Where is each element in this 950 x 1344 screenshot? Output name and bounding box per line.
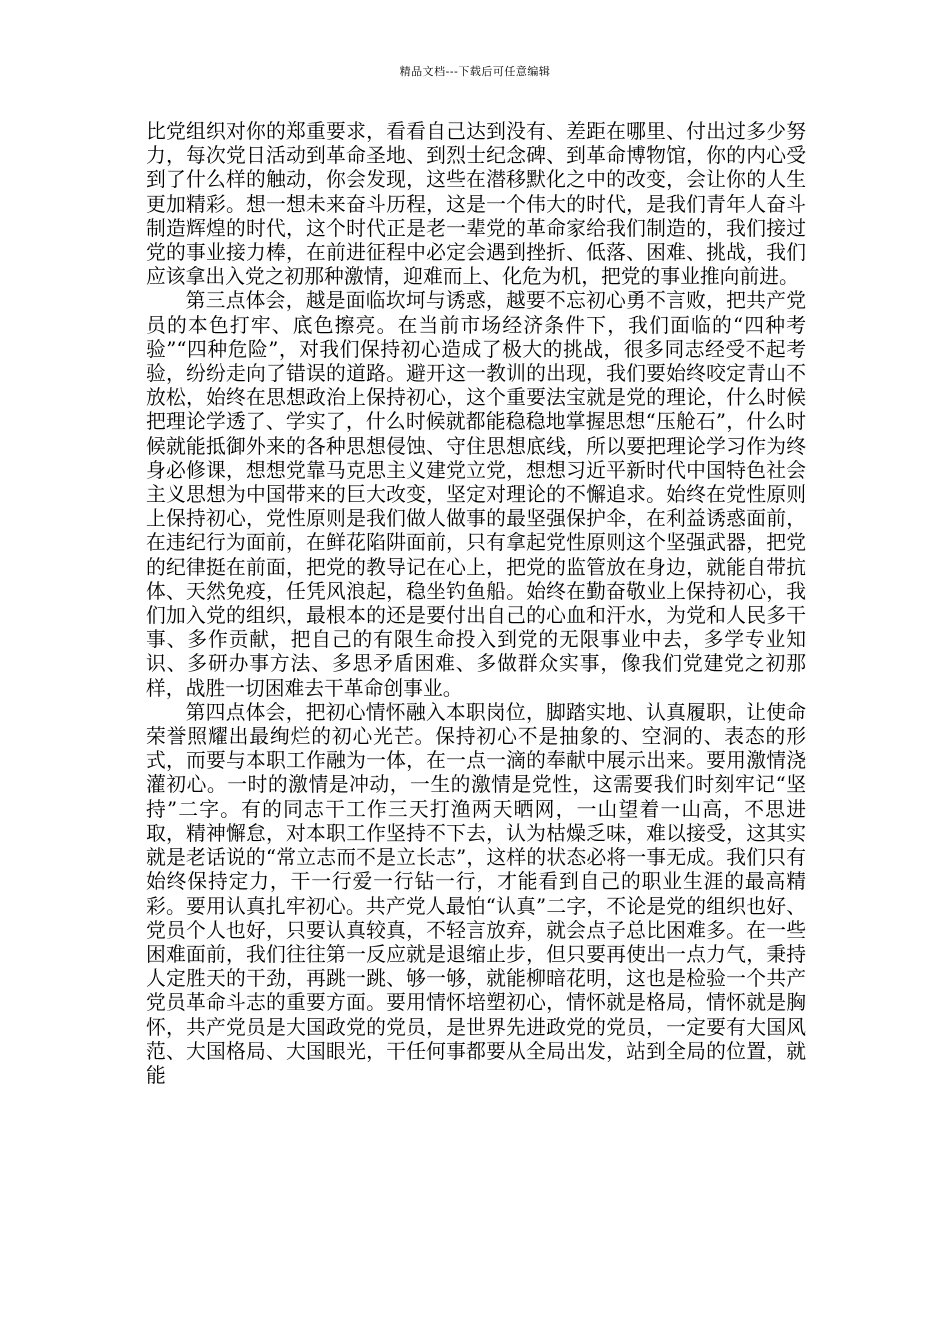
page-header-note: 精品文档---下载后可任意编辑: [399, 65, 551, 78]
paragraph-third-point: 第三点体会，越是面临坎坷与诱惑，越要不忘初心勇不言败，把共产党员的本色打牢、底色擦亮。在当前市场经济条件下，我们面临的“四种考验”“四种危险”，对我们保持初心造成了极大的挑战，很多同志经受不起考验，纷纷走向了错误的道路。避开这一教训的出现，我们要始终咬定青山不放松，始终在思想政治上保持初心，这个重要法宝就是党的理论，什么时候把理论学透了、学实了，什么时候就都能稳稳地掌握思想“压舱石”，什么时候就能抵御外来的各种思想侵蚀、守住思想底线，所以要把理论学习作为终身必修课，想想党靠马克思主义建党立党，想想习近平新时代中国特色社会主义思想为中国带来的巨大改变，坚定对理论的不懈追求。始终在党性原则上保持初心，党性原则是我们做人做事的最坚强保护伞，在利益诱惑面前，在违纪行为面前，在鲜花陷阱面前，只有拿起党性原则这个坚强武器，把党的纪律挺在前面，把党的教导记在心上，把党的监管放在身边，就能自带抗体、天然免疫，任凭风浪起，稳坐钓鱼船。始终在勤奋敬业上保持初心，我们加入党的组织，最根本的还是要付出自己的心血和汗水，为党和人民多干事、多作贡献，把自己的有限生命投入到党的无限事业中去，多学专业知识、多研办事方法、多思矛盾困难、多做群众实事，像我们党建党之初那样，战胜一切困难去干革命创事业。: [146, 289, 806, 700]
document-body: [146, 120, 806, 1088]
paragraph-continuation: 比党组织对你的郑重要求，看看自己达到没有、差距在哪里、付出过多少努力，每次党日活动到革命圣地、到烈士纪念碑、到革命博物馆，你的内心受到了什么样的触动，你会发现，这些在潜移默化之中的改变，会让你的人生更加精彩。想一想未来奋斗历程，这是一个伟大的时代，是我们青年人奋斗制造辉煌的时代，这个时代正是老一辈党的革命家给我们制造的，我们接过党的事业接力棒，在前进征程中必定会遇到挫折、低落、困难、挑战，我们应该拿出入党之初那种激情，迎难而上、化危为机，把党的事业推向前进。: [146, 120, 806, 289]
paragraph-fourth-point: 第四点体会，把初心情怀融入本职岗位，脚踏实地、认真履职，让使命荣誉照耀出最绚烂的初心光芒。保持初心不是抽象的、空洞的、表态的形式，而要与本职工作融为一体，在一点一滴的奉献中展示出来。要用激情浇灌初心。一时的激情是冲动，一生的激情是党性，这需要我们时刻牢记“坚持”二字。有的同志干工作三天打渔两天晒网，一山望着一山高，不思进取，精神懈怠，对本职工作坚持不下去，认为枯燥乏味，难以接受，这其实就是老话说的“常立志而不是立长志”，这样的状态必将一事无成。我们只有始终保持定力，干一行爱一行钻一行，才能看到自己的职业生涯的最高精彩。要用认真扎牢初心。共产党人最怕“认真”二字，不论是党的组织也好、党员个人也好，只要认真较真，不轻言放弃，就会点子总比困难多。在一些困难面前，我们往往第一反应就是退缩止步，但只要再使出一点力气，秉持人定胜天的干劲，再跳一跳、够一够，就能柳暗花明，这也是检验一个共产党员革命斗志的重要方面。要用情怀培塑初心，情怀就是格局，情怀就是胸怀，共产党员是大国政党的党员，是世界先进政党的党员，一定要有大国风范、大国格局、大国眼光，干任何事都要从全局出发，站到全局的位置，就能: [146, 700, 806, 1087]
